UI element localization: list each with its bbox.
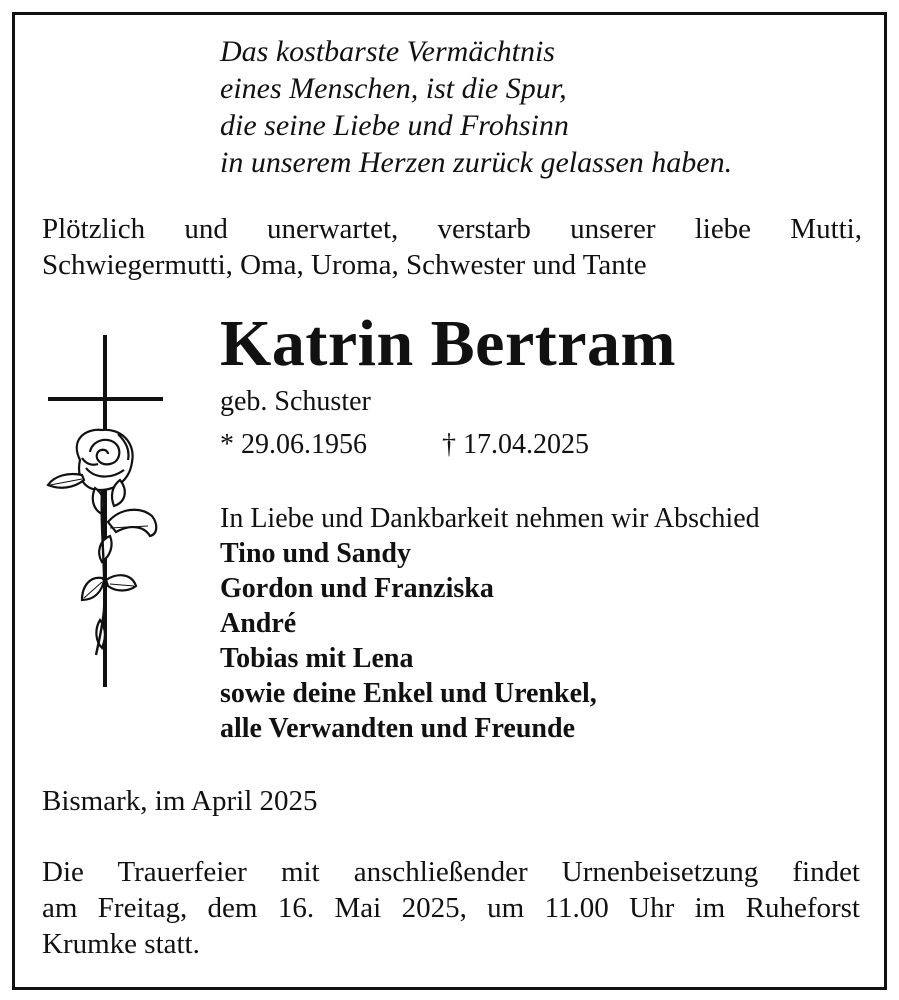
maiden-name: geb. Schuster bbox=[220, 386, 371, 417]
intro-line: Plötzlich und unerwartet, verstarb unserer liebe Mutti, bbox=[42, 213, 862, 245]
mourner-name: Tino und Sandy bbox=[220, 538, 411, 569]
place-and-date: Bismark, im April 2025 bbox=[42, 785, 318, 817]
cross-with-rose-icon bbox=[40, 330, 170, 692]
mourner-name: André bbox=[220, 608, 297, 639]
mourner-name: Tobias mit Lena bbox=[220, 643, 414, 674]
life-dates bbox=[220, 428, 589, 462]
service-line: Krumke statt. bbox=[42, 928, 200, 960]
mourner-name: Gordon und Franziska bbox=[220, 573, 494, 604]
mourners-intro: In Liebe und Dankbarkeit nehmen wir Abschied bbox=[220, 503, 760, 534]
service-line: am Freitag, dem 16. Mai 2025, um 11.00 Uhr im Ruheforst bbox=[42, 892, 860, 924]
birth-date: * 29.06.1956 bbox=[220, 429, 367, 460]
poem-line: eines Menschen, ist die Spur, bbox=[220, 72, 567, 105]
poem-line: in unserem Herzen zurück gelassen haben. bbox=[220, 146, 733, 179]
mourners bbox=[220, 501, 760, 746]
deceased-name: Katrin Bertram bbox=[220, 307, 677, 380]
poem bbox=[220, 33, 860, 181]
mourner-name: alle Verwandten und Freunde bbox=[220, 713, 575, 744]
poem-line: die seine Liebe und Frohsinn bbox=[220, 109, 569, 142]
service-line: Die Trauerfeier mit anschließender Urnenbeisetzung findet bbox=[42, 856, 860, 888]
service-notice bbox=[42, 854, 860, 962]
mourner-name: sowie deine Enkel und Urenkel, bbox=[220, 678, 597, 709]
death-date: † 17.04.2025 bbox=[442, 429, 589, 460]
intro-line: Schwiegermutti, Oma, Uroma, Schwester und Tante bbox=[42, 249, 647, 281]
intro-text bbox=[42, 211, 862, 283]
poem-line: Das kostbarste Vermächtnis bbox=[220, 35, 555, 68]
